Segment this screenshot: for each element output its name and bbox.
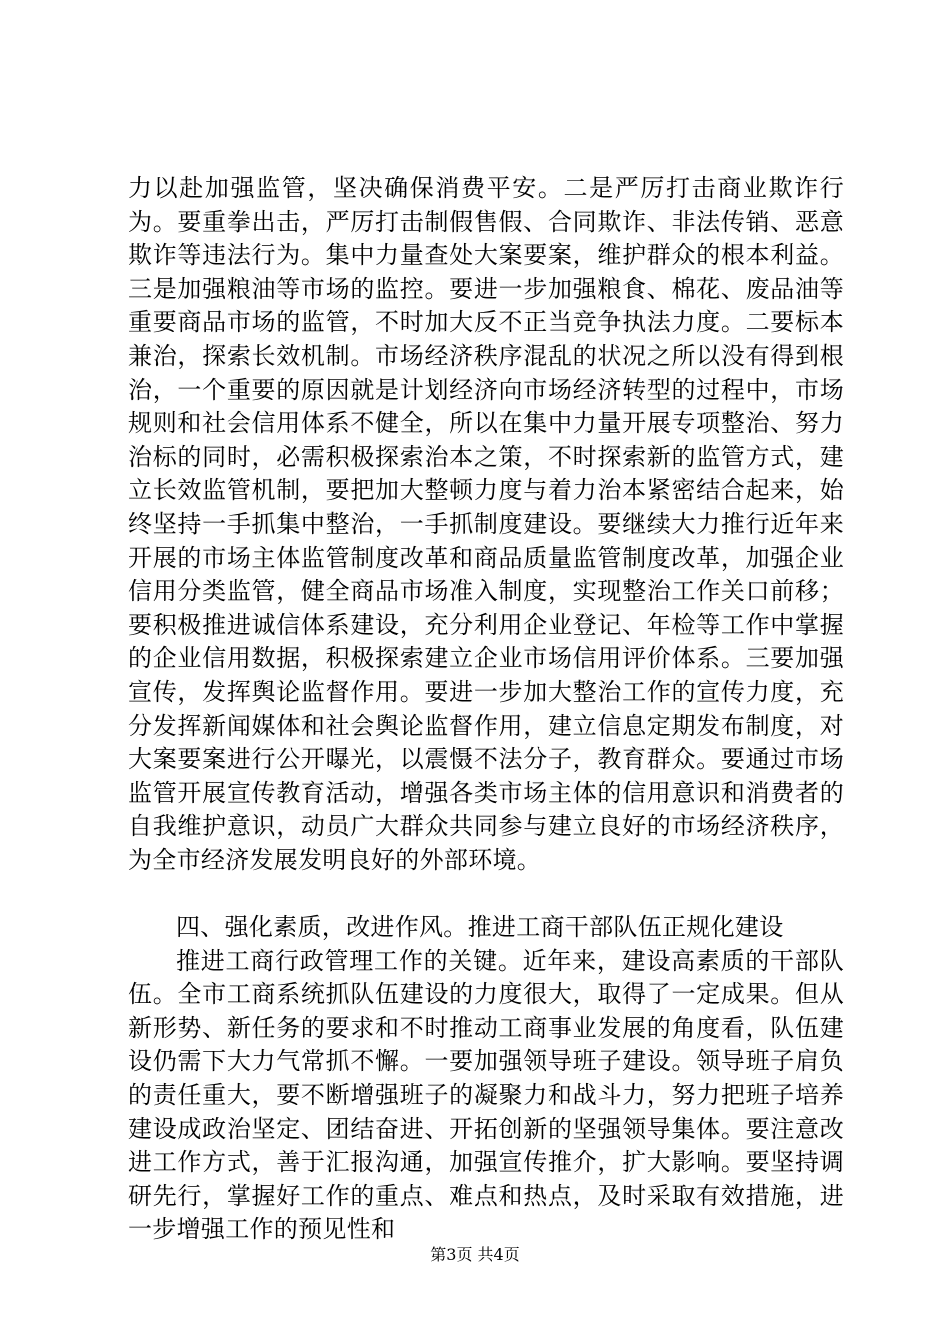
paragraph-gap bbox=[128, 877, 844, 911]
paragraph-team-building: 推进工商行政管理工作的关键。近年来，建设高素质的干部队伍。全市工商系统抓队伍建设的力度很大，取得了一定成果。但从新形势、新任务的要求和不时推动工商事业发展的角度看，队伍建设仍需下大力气常抓不懈。一要加强领导班子建设。领导班子肩负的责任重大，要不断增强班子的凝聚力和战斗力，努力把班子培养建设成政治坚定、团结奋进、开拓创新的坚强领导集体。要注意改进工作方式，善于汇报沟通，加强宣传推介，扩大影响。要坚持调研先行，掌握好工作的重点、难点和热点，及时采取有效措施，进一步增强工作的预见性和 bbox=[128, 946, 844, 1244]
section-heading-four: 四、强化素质，改进作风。推进工商干部队伍正规化建设 bbox=[176, 913, 784, 942]
page-number-footer: 第3页 共4页 bbox=[430, 1245, 520, 1264]
document-body bbox=[128, 172, 844, 1247]
paragraph-market-supervision: 力以赴加强监管，坚决确保消费平安。二是严厉打击商业欺诈行为。要重拳出击，严厉打击制假售假、合同欺诈、非法传销、恶意欺诈等违法行为。集中力量查处大案要案，维护群众的根本利益。三是加强粮油等市场的监控。要进一步加强粮食、棉花、废品油等重要商品市场的监管，不时加大反不正当竞争执法力度。二要标本兼治，探索长效机制。市场经济秩序混乱的状况之所以没有得到根治，一个重要的原因就是计划经济向市场经济转型的过程中，市场规则和社会信用体系不健全，所以在集中力量开展专项整治、努力治标的同时，必需积极探索治本之策，不时探索新的监管方式，建立长效监管机制，要把加大整顿力度与着力治本紧密结合起来，始终坚持一手抓集中整治，一手抓制度建设。要继续大力推行近年来开展的市场主体监管制度改革和商品质量监管制度改革，加强企业信用分类监管，健全商品市场准入制度，实现整治工作关口前移；要积极推进诚信体系建设，充分利用企业登记、年检等工作中掌握的企业信用数据，积极探索建立企业市场信用评价体系。三要加强宣传，发挥舆论监督作用。要进一步加大整治工作的宣传力度，充分发挥新闻媒体和社会舆论监督作用，建立信息定期发布制度，对大案要案进行公开曝光，以震慑不法分子，教育群众。要通过市场监管开展宣传教育活动，增强各类市场主体的信用意识和消费者的自我维护意识，动员广大群众共同参与建立良好的市场经济秩序，为全市经济发展发明良好的外部环境。 bbox=[128, 174, 844, 874]
